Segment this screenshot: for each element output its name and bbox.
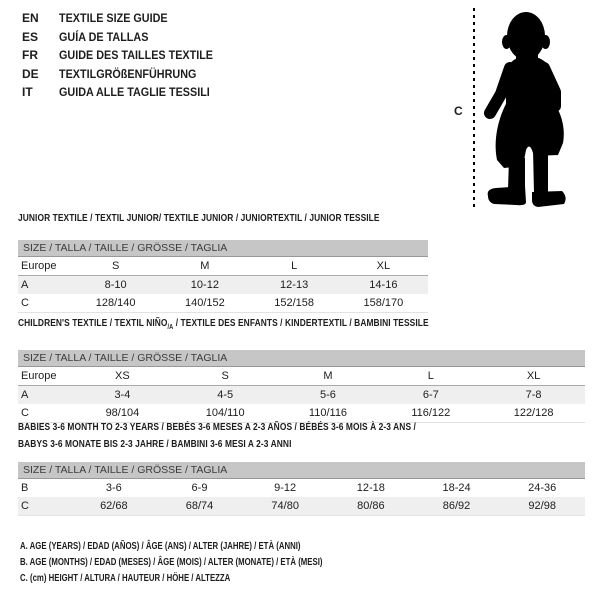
size-cell: S	[111, 260, 120, 272]
size-cell: 7-8	[525, 389, 542, 402]
size-cell: XL	[526, 370, 541, 383]
language-code: FR	[22, 48, 38, 63]
language-code: ES	[22, 29, 39, 44]
size-cell: 18-24	[442, 482, 471, 494]
section-title-line1: BABIES 3-6 MONTH TO 2-3 YEARS / BEBÉS 3-6 MESES A 2-3 AÑOS / BÉBÉS 3-6 MOIS À 2-3 ANS /	[18, 421, 416, 433]
table-row	[18, 479, 585, 497]
row-label: C	[21, 407, 29, 420]
language-title-list	[22, 9, 230, 102]
size-cell: 110/116	[308, 407, 348, 420]
language-label: TEXTILGRÖßENFÜHRUNG	[59, 66, 197, 81]
size-cell: 122/128	[513, 407, 554, 420]
row-label: C	[21, 500, 29, 512]
size-cell: S	[221, 370, 229, 383]
size-cell: 152/158	[274, 297, 314, 309]
size-table-junior	[18, 257, 428, 313]
size-cell: L	[291, 260, 298, 272]
language-row	[22, 65, 230, 84]
size-cell: 4-5	[217, 389, 234, 402]
row-label: A	[21, 279, 29, 291]
language-label: GUÍA DE TALLAS	[59, 29, 149, 44]
table-row	[18, 276, 428, 294]
size-cell: 6-7	[422, 389, 439, 402]
section-title-sub: /A	[167, 324, 174, 332]
language-row	[22, 9, 230, 28]
size-cell: 12-13	[280, 279, 309, 291]
size-cell: XL	[376, 260, 391, 272]
size-cell: 158/170	[363, 297, 404, 309]
size-header-bar: SIZE / TALLA / TAILLE / GRÖSSE / TAGLIA	[18, 462, 585, 479]
size-cell: 140/152	[184, 297, 225, 309]
row-label: Europe	[21, 370, 57, 383]
section-title	[18, 316, 472, 335]
language-code: IT	[22, 85, 33, 100]
note-age-years: A. AGE (YEARS) / EDAD (AÑOS) / ÂGE (ANS) / ALTER (JAHRE) / ETÀ (ANNI)	[20, 541, 301, 552]
size-cell: 92/98	[528, 500, 556, 512]
size-cell: 12-18	[356, 482, 385, 494]
language-row	[22, 28, 230, 47]
section-title-line2: BABYS 3-6 MONATE BIS 2-3 JAHRE / BAMBINI 3-6 MESI A 2-3 ANNI	[18, 438, 292, 450]
size-cell: 5-6	[320, 389, 336, 402]
size-cell: 9-12	[274, 482, 297, 494]
language-code: EN	[22, 11, 39, 26]
size-cell: XS	[115, 370, 130, 383]
table-row	[18, 294, 428, 312]
section-children-textile	[18, 316, 585, 423]
size-header-bar: SIZE / TALLA / TAILLE / GRÖSSE / TAGLIA	[18, 350, 585, 367]
legend-notes	[20, 539, 408, 587]
size-cell: 3-6	[105, 482, 122, 494]
size-cell: M	[323, 370, 333, 383]
size-cell: 104/110	[205, 407, 245, 420]
size-cell: 68/74	[185, 500, 214, 512]
height-dashed-line	[473, 8, 475, 210]
size-cell: 80/86	[357, 500, 385, 512]
section-title-wrap	[18, 316, 585, 335]
size-cell: L	[427, 370, 434, 383]
note-height-cm: C. (cm) HEIGHT / ALTURA / HAUTEUR / HÖHE / ALTEZZA	[20, 573, 231, 584]
language-label: GUIDA ALLE TAGLIE TESSILI	[59, 85, 210, 100]
size-cell: 98/104	[105, 407, 140, 420]
language-code: DE	[22, 66, 39, 81]
row-label: C	[21, 297, 29, 309]
table-row	[18, 497, 585, 515]
size-cell: 10-12	[190, 279, 219, 291]
size-cell: 62/68	[100, 500, 128, 512]
section-title-wrap	[18, 211, 428, 225]
size-cell: 14-16	[369, 279, 398, 291]
size-cell: 24-36	[528, 482, 557, 494]
row-label: A	[21, 389, 29, 402]
size-cell: 128/140	[95, 297, 136, 309]
table-row	[18, 367, 585, 386]
height-marker-label: C	[454, 104, 463, 118]
language-row	[22, 46, 230, 65]
size-cell: 3-4	[114, 389, 131, 402]
size-cell: M	[200, 260, 210, 272]
toddler-silhouette-icon	[480, 0, 600, 215]
section-title: JUNIOR TEXTILE / TEXTIL JUNIOR/ TEXTILE JUNIOR / JUNIORTEXTIL / JUNIOR TESSILE	[18, 212, 380, 224]
size-cell: 74/80	[271, 500, 299, 512]
row-label: B	[21, 482, 29, 494]
section-babies-textile	[18, 419, 585, 516]
size-cell: 116/122	[411, 407, 451, 420]
table-row	[18, 386, 585, 404]
table-row	[18, 257, 428, 276]
language-row	[22, 83, 230, 102]
size-table-children	[18, 367, 585, 423]
measurement-figure	[450, 0, 600, 215]
language-label: GUIDE DES TAILLES TEXTILE	[59, 48, 214, 63]
size-cell: 86/92	[442, 500, 471, 512]
row-label: Europe	[21, 260, 57, 272]
section-title-post: / TEXTILE DES ENFANTS / KINDERTEXTIL / BAMBINI TESSILE	[173, 317, 429, 329]
language-label: TEXTILE SIZE GUIDE	[59, 11, 168, 26]
note-age-months: B. AGE (MONTHS) / EDAD (MESES) / ÂGE (MOIS) / ALTER (MONATE) / ETÀ (MESI)	[20, 557, 323, 568]
section-junior-textile	[18, 211, 428, 313]
size-cell: 6-9	[191, 482, 208, 494]
size-table-babies	[18, 479, 585, 516]
section-title-wrap	[18, 419, 585, 453]
size-header-bar: SIZE / TALLA / TAILLE / GRÖSSE / TAGLIA	[18, 240, 428, 257]
section-title-pre: CHILDREN'S TEXTILE / TEXTIL NIÑO	[18, 317, 168, 329]
size-cell: 8-10	[104, 279, 127, 291]
